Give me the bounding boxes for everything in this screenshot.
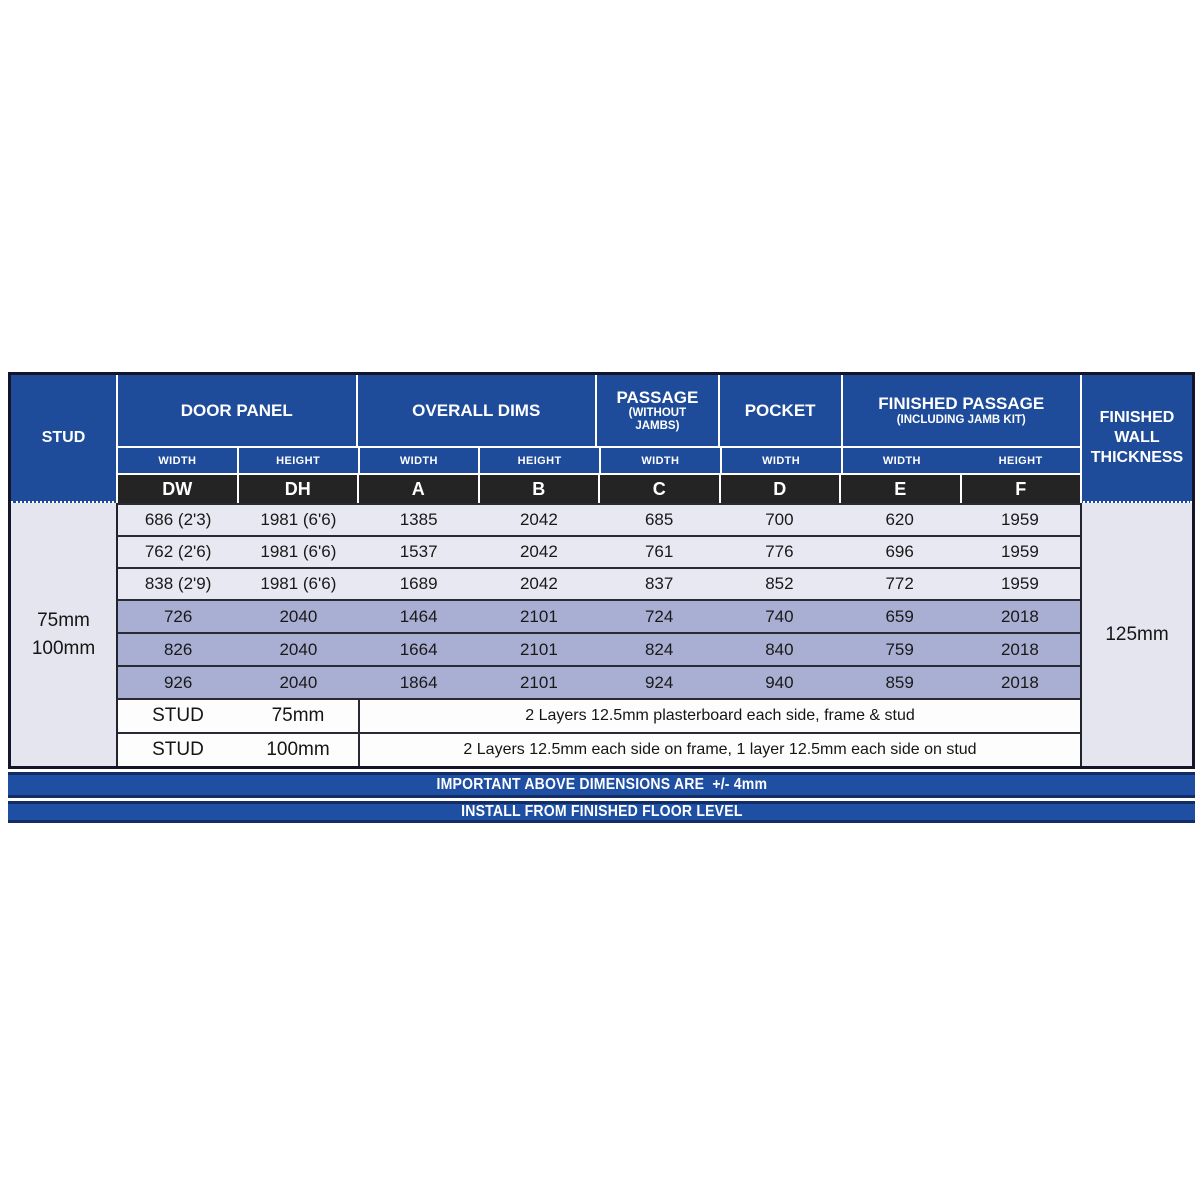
pocket-label: POCKET [744,400,816,420]
finished-wall-column-header [1080,375,1192,503]
fp-width-header: WIDTH [882,454,921,467]
cell-dh: 2040 [279,606,318,626]
cell-b: 2101 [519,639,558,659]
cell-e: 696 [885,542,914,561]
cell-c: 837 [644,574,674,593]
cell-b: 2042 [519,574,558,593]
finished-wall-column [1080,375,1192,766]
cell-c: 924 [644,672,674,692]
cell-f: 2018 [1000,672,1039,692]
pocket-width-header: WIDTH [722,448,841,473]
overall-dims-label: OVERALL DIMS [412,400,541,420]
door-panel-label: DOOR PANEL [180,400,293,420]
cell-dh: 1981 (6'6) [260,542,337,561]
dimension-row [118,567,1080,599]
cell-c: 685 [644,510,674,529]
stud-column [11,375,118,766]
overall-height-header: HEIGHT [480,448,599,473]
cell-a: 1385 [399,510,438,529]
cell-e: 772 [885,574,914,593]
cell-f: 1959 [1000,542,1039,561]
finished-passage-label: FINISHED PASSAGE [878,394,1045,414]
col-header-passage [597,375,718,446]
letter-cell-dw: DW [118,475,237,503]
table-main [118,375,1080,766]
overall-width-header: WIDTH [360,448,479,473]
cell-e: 859 [885,672,914,692]
stud-note-label: STUD [152,705,204,726]
cell-dw: 826 [163,639,193,659]
important-dimensions-banner [8,772,1195,798]
cell-dw: 686 (2'3) [144,510,212,529]
install-floor-level-text: INSTALL FROM FINISHED FLOOR LEVEL [460,803,743,820]
cell-f: 1959 [1000,510,1039,529]
passage-width-header: WIDTH [601,448,720,473]
cell-b: 2042 [519,542,558,561]
stud-note-description: 2 Layers 12.5mm plasterboard each side, frame & stud [358,700,1080,732]
stud-size-100: 100mm [31,637,96,659]
cell-dw: 838 (2'9) [144,574,212,593]
cell-f: 1959 [1000,574,1039,593]
fp-height-header: HEIGHT [998,454,1043,467]
letter-cell-b: B [480,475,599,503]
dimension-row [118,632,1080,665]
cell-c: 824 [644,639,674,659]
width-height-row [118,448,1080,473]
important-dimensions-text: IMPORTANT ABOVE DIMENSIONS ARE +/- 4mm [436,776,767,793]
dimension-spec-table [8,372,1195,769]
stud-note-size: 100mm [266,739,330,760]
cell-dh: 2040 [279,639,318,659]
group-header-row [118,375,1080,446]
cell-e: 620 [885,510,914,529]
stud-note-size: 75mm [271,705,325,726]
cell-d: 940 [765,672,794,692]
cell-d: 840 [765,639,794,659]
letter-cell-d: D [721,475,840,503]
letter-cell-c: C [600,475,719,503]
passage-label: PASSAGE [616,387,699,407]
wall-thickness-value: 125mm [1105,623,1169,645]
dimension-row [118,599,1080,632]
cell-b: 2101 [519,672,558,692]
cell-a: 1664 [399,639,438,659]
dimension-row [118,665,1080,698]
cell-e: 759 [885,639,914,659]
stud-column-header [11,375,118,503]
wall-thickness-cell [1080,503,1192,766]
install-floor-level-banner [8,801,1195,823]
stud-size-75: 75mm [37,609,90,631]
finished-passage-width-height-header [843,448,1081,473]
door-panel-width-header: WIDTH [118,448,237,473]
cell-dw: 762 (2'6) [144,542,212,561]
letter-cell-f: F [962,475,1081,503]
cell-b: 2042 [519,510,558,529]
letter-cell-e: E [841,475,960,503]
stud-header-label: STUD [41,429,86,446]
col-header-pocket [720,375,841,446]
stud-note-row [118,732,1080,766]
cell-e: 659 [885,606,914,626]
cell-a: 1537 [399,542,438,561]
cell-c: 724 [644,606,674,626]
col-header-door-panel [118,375,356,446]
stud-note-label: STUD [152,739,204,760]
stud-note-row [118,698,1080,732]
letter-cell-dh: DH [239,475,358,503]
passage-subnote: (WITHOUT JAMBS) [628,407,687,433]
stud-note-description: 2 Layers 12.5mm each side on frame, 1 layer 12.5mm each side on stud [358,734,1080,766]
cell-f: 2018 [1000,639,1039,659]
cell-d: 700 [765,510,794,529]
cell-a: 1689 [399,574,438,593]
stud-sizes-cell [11,503,118,766]
finished-wall-header-label: FINISHED WALL THICKNESS [1090,409,1184,466]
cell-dh: 2040 [279,672,318,692]
cell-dh: 1981 (6'6) [260,574,337,593]
cell-b: 2101 [519,606,558,626]
door-panel-height-header: HEIGHT [239,448,358,473]
finished-passage-subnote: (INCLUDING JAMB KIT) [896,413,1026,426]
letter-cell-a: A [359,475,478,503]
cell-dw: 726 [163,606,193,626]
cell-a: 1464 [399,606,438,626]
cell-a: 1864 [399,672,438,692]
cell-d: 852 [765,574,794,593]
dimension-row [118,535,1080,567]
cell-d: 740 [765,606,794,626]
cell-c: 761 [644,542,674,561]
cell-dh: 1981 (6'6) [260,510,337,529]
letter-code-row [118,475,1080,503]
cell-f: 2018 [1000,606,1039,626]
cell-d: 776 [765,542,794,561]
dimension-row [118,503,1080,535]
col-header-overall-dims [358,375,596,446]
col-header-finished-passage [843,375,1081,446]
cell-dw: 926 [163,672,193,692]
